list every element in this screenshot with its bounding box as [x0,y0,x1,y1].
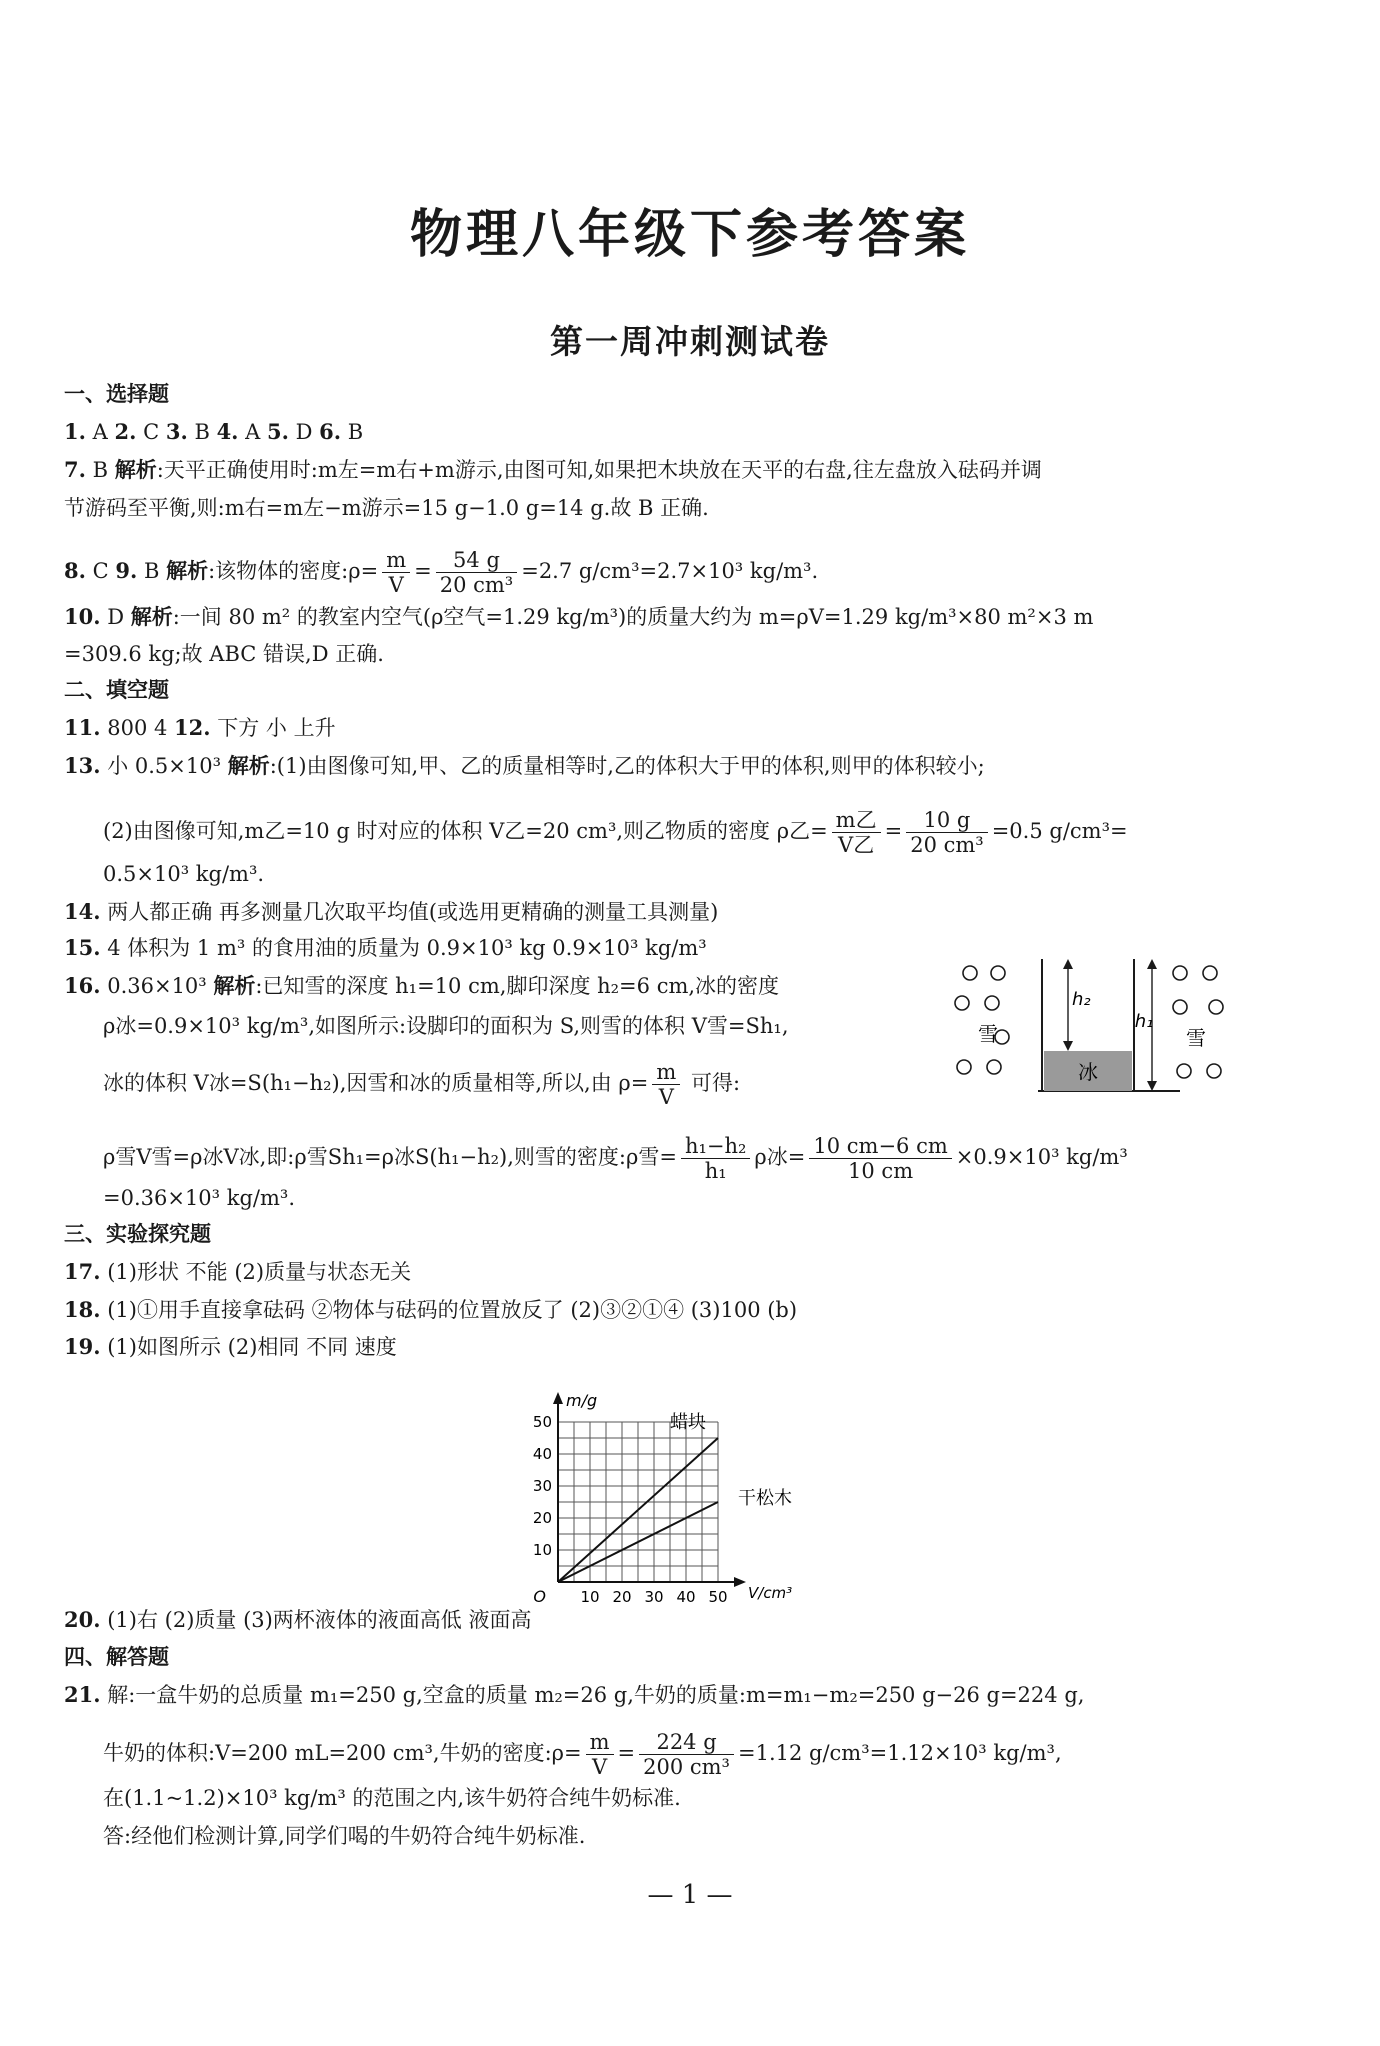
section-heading: 一、选择题 [64,382,169,406]
fraction: $\frac{m}{V}$ [586,1730,614,1779]
h1-label: h₁ [1134,1011,1154,1032]
answer-line: 14. 两人都正确 再多测量几次取平均值(或选用更精确的测量工具测量) [64,899,719,924]
series-label: 干松木 [738,1488,792,1509]
answer-line: 13. 小 0.5×10³ 解析:(1)由图像可知,甲、乙的质量相等时,乙的体积大于甲的体积,则甲的体积较小; [64,753,985,778]
x-axis-label: V/cm³ [748,1584,793,1602]
page-title: 物理八年级下参考答案 [409,205,970,265]
answer-line: 7. B 解析:天平正确使用时:m左=m右+m游示,由图可知,如果把木块放在天平的右盘,往左盘放入砝码并调 [64,457,1042,482]
answer-line: 冰的体积 V冰=S(h₁−h₂),因雪和冰的质量相等,所以,由 ρ= $\frac{m}{V}$ 可得: [103,1060,741,1109]
fraction: $\frac{224 g}{\text{200 cm³}}$ [639,1730,734,1779]
answer-line: 牛奶的体积:V=200 mL=200 cm³,牛奶的密度:ρ= $\frac{m}{V}$ = $\frac{224 g}{\text{200 cm³}}$ =1.12 g/cm³=1.12×10³ kg/m³, [103,1730,1062,1779]
x-tick-label: 30 [644,1588,664,1606]
snow-label: 雪 [1186,1026,1206,1050]
y-axis-label: m/g [566,1391,598,1410]
x-axis-arrow [734,1577,746,1587]
fraction: $\frac{m}{V}$ [652,1060,680,1109]
answer-line: 答:经他们检测计算,同学们喝的牛奶符合纯牛奶标准. [103,1824,586,1848]
y-tick-label: 10 [532,1541,552,1559]
answer-line: 15. 4 体积为 1 m³ 的食用油的质量为 0.9×10³ kg 0.9×10³ kg/m³ [64,935,707,960]
series-label: 蜡块 [670,1412,706,1433]
x-tick-label: 20 [612,1588,632,1606]
fraction: m乙 V乙 [832,808,881,857]
fraction: $\frac{54 g}{\text{20 cm³}}$ [436,548,518,597]
answer-line: 1. A 2. C 3. B 4. A 5. D 6. B [64,419,364,444]
answer-line: ρ冰=0.9×10³ kg/m³,如图所示:设脚印的面积为 S,则雪的体积 V雪=Sh₁, [103,1014,789,1038]
y-tick-label: 50 [532,1413,552,1431]
x-tick-label: 40 [676,1588,696,1606]
section-heading: 四、解答题 [64,1645,169,1669]
answer-line: 17. (1)形状 不能 (2)质量与状态无关 [64,1259,412,1284]
y-tick-label: 20 [532,1509,552,1527]
snow-label: 雪 [978,1022,998,1046]
y-tick-label: 30 [532,1477,552,1495]
fraction: $\frac{m}{V}$ [382,548,410,597]
page-number: — 1 — [647,1880,733,1910]
answer-line: 节游码至平衡,则:m右=m左−m游示=15 g−1.0 g=14 g.故 B 正确. [64,496,709,520]
y-tick-label: 40 [532,1445,552,1463]
x-tick-label: 50 [708,1588,728,1606]
answer-line: 8. C 9. B 解析:该物体的密度:ρ= $\frac{m}{V}$ = $\frac{54 g}{\text{20 cm³}}$ =2.7 g/cm³=2.7×10³ kg/m³. [64,548,819,597]
answer-line: ρ雪V雪=ρ冰V冰,即:ρ雪Sh₁=ρ冰S(h₁−h₂),则雪的密度:ρ雪= $\frac{\text{h₁−h₂}}{\text{h₁}}$ ρ冰= $\frac{10 cm-6 cm}{10 cm}$ ×0.9×10³ kg/m³ [103,1134,1128,1183]
h2-label: h₂ [1072,989,1091,1010]
answer-line: 18. (1)①用手直接拿砝码 ②物体与砝码的位置放反了 (2)③②①④ (3)100 (b) [64,1297,798,1322]
answer-line: 20. (1)右 (2)质量 (3)两杯液体的液面高低 液面高 [64,1607,532,1632]
fraction: $\frac{10 g}{\text{20 cm³}}$ [906,808,988,857]
answer-line: 10. D 解析:一间 80 m² 的教室内空气(ρ空气=1.29 kg/m³)的质量大约为 m=ρV=1.29 kg/m³×80 m²×3 m [64,604,1094,629]
mass-volume-chart [510,1370,810,1610]
answer-line: 16. 0.36×10³ 解析:已知雪的深度 h₁=10 cm,脚印深度 h₂=6 cm,冰的密度 [64,973,780,998]
answer-line: 0.5×10³ kg/m³. [103,862,265,886]
answer-line: =309.6 kg;故 ABC 错误,D 正确. [64,642,384,666]
y-axis-arrow [553,1392,563,1404]
fraction: $\frac{\text{h₁−h₂}}{\text{h₁}}$ [681,1134,750,1183]
x-tick-label: 10 [580,1588,600,1606]
section-heading: 二、填空题 [64,678,169,702]
origin-label: O [533,1587,546,1606]
page-subtitle: 第一周冲刺测试卷 [550,322,830,361]
answer-line: 11. 800 4 12. 下方 小 上升 [64,715,336,740]
answer-line: 在(1.1~1.2)×10³ kg/m³ 的范围之内,该牛奶符合纯牛奶标准. [103,1786,681,1810]
answer-line: 19. (1)如图所示 (2)相同 不同 速度 [64,1334,397,1359]
answer-line: =0.36×10³ kg/m³. [103,1186,296,1210]
fraction: $\frac{10 cm-6 cm}{10 cm}$ [809,1134,951,1183]
answer-line: (2)由图像可知,m乙=10 g 时对应的体积 V乙=20 cm³,则乙物质的密度 ρ乙= m乙 V乙 = $\frac{10 g}{\text{20 cm³}}$ =0.5 g/cm³= [103,808,1128,857]
snow-ice-figure [948,955,1236,1095]
ice-label: 冰 [1078,1060,1098,1084]
answer-line: 21. 解:一盒牛奶的总质量 m₁=250 g,空盒的质量 m₂=26 g,牛奶的质量:m=m₁−m₂=250 g−26 g=224 g, [64,1682,1085,1707]
section-heading: 三、实验探究题 [64,1222,211,1246]
